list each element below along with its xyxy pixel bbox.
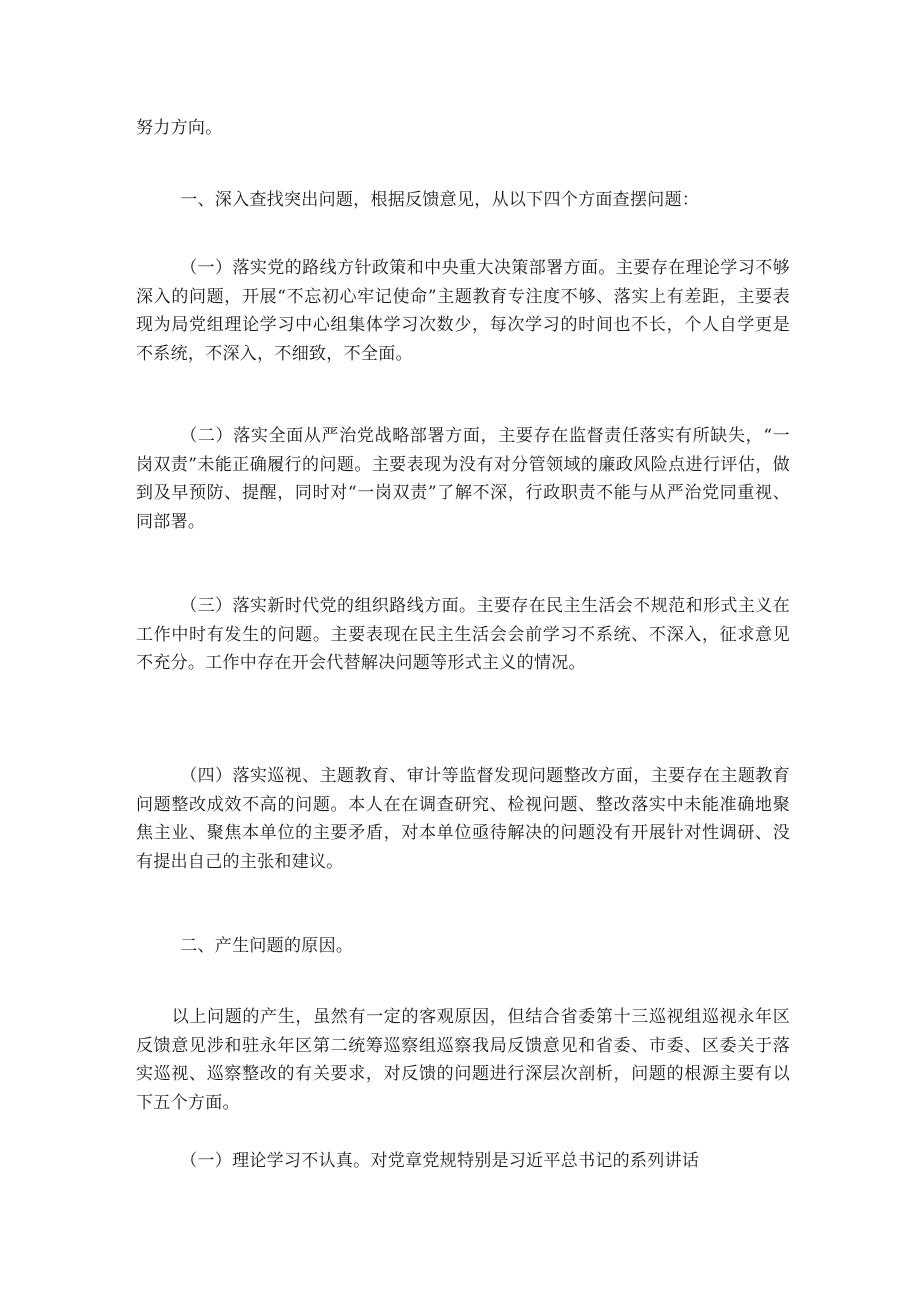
paragraph-causes-intro: 以上问题的产生，虽然有一定的客观原因，但结合省委第十三巡视组巡视永年区反馈意见涉和驻永年区第二统筹巡察组巡察我局反馈意见和省委、市委、区委关于落实巡视、巡察整改的有关要求，对反馈的问题进行深层次剖析，问题的根源主要有以下五个方面。 xyxy=(136,1007,790,1113)
paragraph-item-1-4: （四）落实巡视、主题教育、审计等监督发现问题整改方面，主要存在主题教育问题整改成效不高的问题。本人在在调查研究、检视问题、整改落实中未能准确地聚焦主业、聚焦本单位的主要矛盾，对本单位亟待解决的问题没有开展针对性调研、没有提出自己的主张和建议。 xyxy=(136,766,790,872)
paragraph-item-1-3: （三）落实新时代党的组织路线方面。主要存在民主生活会不规范和形式主义在工作中时有发生的问题。主要表现在民主生活会会前学习不系统、不深入，征求意见不充分。工作中存在开会代替解决问题等形式主义的情况。 xyxy=(136,596,790,673)
section-heading-2: 二、产生问题的原因。 xyxy=(180,936,354,956)
paragraph-item-1-2: （二）落实全面从严治党战略部署方面，主要存在监督责任落实有所缺失，“一岗双责”未能正确履行的问题。主要表现为没有对分管领域的廉政风险点进行评估，做到及早预防、提醒，同时对“一岗双责”了解不深，行政职责不能与从严治党同重视、同部署。 xyxy=(136,426,790,532)
paragraph-continuation: 努力方向。 xyxy=(136,118,223,138)
section-heading-1: 一、深入查找突出问题，根据反馈意见，从以下四个方面查摆问题： xyxy=(180,190,700,210)
paragraph-item-2-1: （一）理论学习不认真。对党章党规特别是习近平总书记的系列讲话 xyxy=(180,1151,700,1171)
paragraph-item-1-1: （一）落实党的路线方针政策和中央重大决策部署方面。主要存在理论学习不够深入的问题，开展“不忘初心牢记使命”主题教育专注度不够、落实上有差距，主要表现为局党组理论学习中心组集体学习次数少，每次学习的时间也不长，个人自学更是不系统，不深入，不细致，不全面。 xyxy=(136,258,790,364)
